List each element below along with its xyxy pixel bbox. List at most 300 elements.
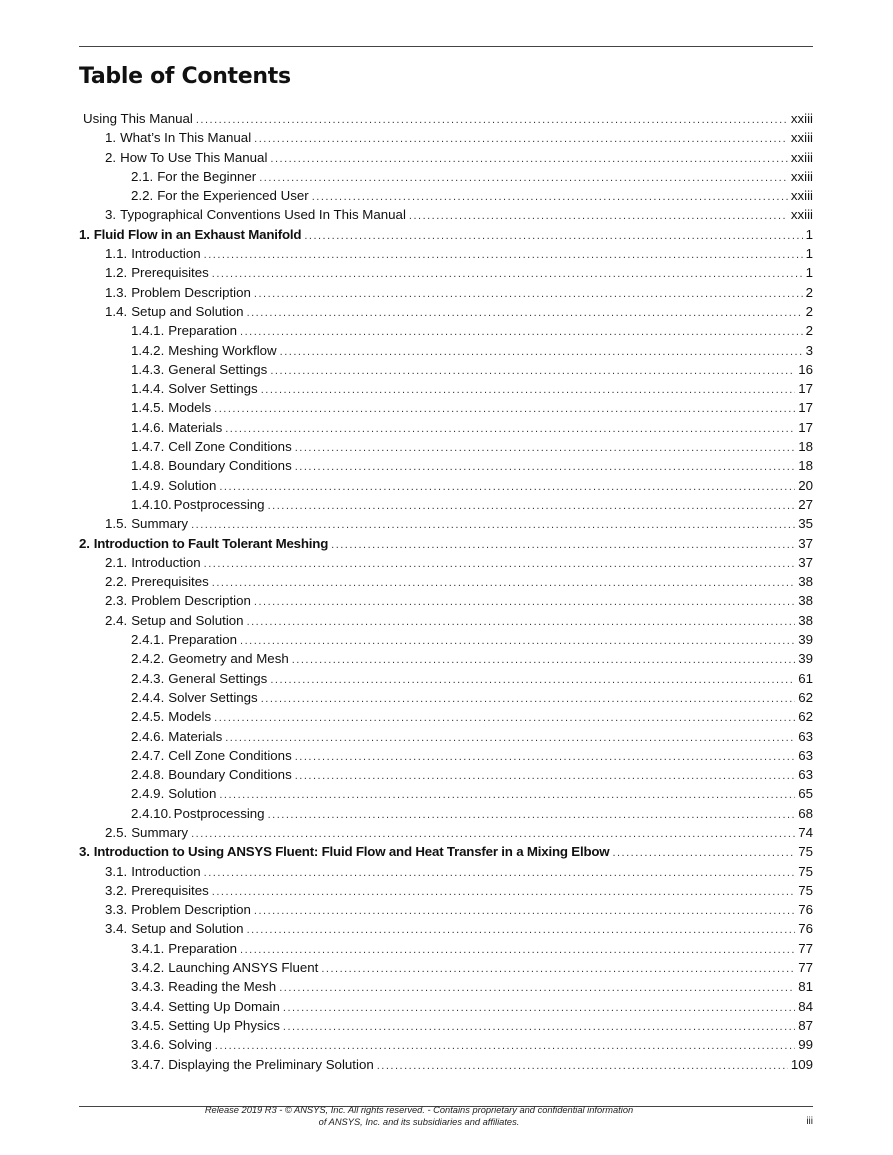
toc-entry-title: Typographical Conventions Used In This Manual [120,207,406,223]
toc-entry-title: Setting Up Physics [168,1017,280,1033]
dot-leader [270,150,787,169]
toc-entry-label[interactable] [131,1035,212,1054]
toc-entry-title: Prerequisites [131,574,209,590]
toc-entry[interactable] [79,109,813,128]
toc-entry[interactable] [79,341,813,360]
toc-entry-label[interactable] [131,398,211,417]
toc-entry-number: 1.4.1. [131,323,165,339]
toc-entry-label[interactable] [105,148,267,167]
toc-entry[interactable] [79,572,813,591]
toc-entry-label[interactable] [131,630,237,649]
toc-entry-title: Preparation [168,940,238,956]
dot-leader [204,555,796,574]
dot-leader [247,613,796,632]
toc-entry[interactable] [79,881,813,900]
toc-entry-title: Setting Up Domain [168,998,280,1014]
dot-leader [292,651,795,670]
dot-leader [270,671,795,690]
footer-copyright: Release 2019 R3 - © ANSYS, Inc. All rights reserved. - Contains proprietary and confidential information [204,1105,634,1115]
toc-entry-title: Using This Manual [83,111,193,126]
toc-entry-title: General Settings [168,670,268,686]
toc-entry-title: Materials [168,419,223,435]
toc-entry-number: 2.4.2. [131,651,165,667]
toc-entry[interactable] [79,398,813,417]
toc-entry-page[interactable]: 2 [805,303,813,319]
dot-leader [212,883,795,902]
toc-entry[interactable] [79,669,813,688]
dot-leader [254,902,795,921]
toc-entry-page[interactable]: xxiii [790,168,813,184]
dot-leader [377,1057,788,1076]
toc-entry-title: Introduction [131,246,201,262]
dot-leader [304,227,802,246]
dot-leader [214,709,795,728]
dot-leader [295,767,795,786]
toc-entry-label[interactable] [79,842,609,861]
toc-entry[interactable] [79,186,813,205]
toc-entry-number: 1.4.8. [131,458,165,474]
toc-entry-page[interactable]: 16 [798,361,813,377]
toc-entry[interactable] [79,707,813,726]
toc-entry[interactable] [79,630,813,649]
toc-entry[interactable] [79,495,813,514]
dot-leader [204,246,803,265]
toc-entry-page[interactable]: 87 [798,1017,813,1033]
toc-entry-title: Geometry and Mesh [168,651,289,667]
toc-entry[interactable] [79,939,813,958]
toc-entry-page[interactable]: 74 [798,824,813,840]
toc-entry-label[interactable] [131,341,277,360]
toc-entry-title: Solver Settings [168,381,258,397]
toc-entry[interactable] [79,128,813,147]
toc-entry-page[interactable]: 75 [798,882,813,898]
toc-entry-label[interactable] [105,862,201,881]
dot-leader [295,458,795,477]
toc-entry-number: 3.4.3. [131,979,165,995]
toc-entry-page[interactable]: 62 [798,709,813,725]
toc-entry-title: Summary [131,516,189,532]
toc-entry-number: 2.4. [105,612,128,628]
toc-entry-label[interactable] [79,109,193,128]
toc-entry-page[interactable]: 38 [798,612,813,628]
toc-entry-page[interactable]: 99 [798,1037,813,1053]
toc-entry-number: 3.4.1. [131,940,165,956]
dot-leader [240,323,803,342]
toc-entry[interactable] [79,437,813,456]
toc-entry[interactable] [79,804,813,823]
dot-leader [268,497,796,516]
toc-entry-number: 1.4.10. [131,496,172,512]
toc-entry-title: Summary [131,824,189,840]
toc-entry[interactable] [79,649,813,668]
toc-entry-page[interactable]: 61 [798,670,813,686]
toc-entry-title: Setup and Solution [131,921,244,937]
toc-entry-label[interactable] [79,534,328,553]
toc-entry[interactable] [79,167,813,186]
toc-entry-title: For the Experienced User [157,188,309,204]
toc-entry-page[interactable]: 37 [798,554,813,570]
toc-entry-page[interactable]: 75 [798,844,813,860]
toc-entry[interactable] [79,1016,813,1035]
toc-entry-page[interactable]: 63 [798,728,813,744]
toc-entry-page[interactable]: 1 [805,226,813,242]
toc-entry-label[interactable] [105,302,244,321]
dot-leader [409,207,788,226]
toc-entry-label[interactable] [131,765,292,784]
toc-entry-label[interactable] [105,881,209,900]
toc-entry-page[interactable]: xxiii [790,111,813,126]
toc-entry-label[interactable] [131,939,237,958]
toc-chapter-entry[interactable] [79,534,813,553]
dot-leader [270,362,795,381]
header-rule [79,46,813,47]
toc-entry-number: 2.4.5. [131,709,165,725]
toc-entry-label[interactable] [105,283,251,302]
toc-entry-title: What’s In This Manual [120,130,252,146]
toc-entry[interactable] [79,862,813,881]
dot-leader [225,420,795,439]
toc-entry[interactable] [79,688,813,707]
toc-entry-title: Postprocessing [173,496,265,512]
toc-entry-label[interactable] [131,1055,374,1074]
dot-leader [279,979,795,998]
toc-entry-label[interactable] [131,476,216,495]
dot-leader [259,169,788,188]
dot-leader [225,729,795,748]
toc-entry-label[interactable] [131,495,265,514]
toc-entry[interactable] [79,977,813,996]
toc-entry-number: 2.4.4. [131,689,165,705]
toc-entry-number: 2.4.9. [131,786,165,802]
toc-entry-page[interactable]: 35 [798,516,813,532]
toc-entry[interactable] [79,244,813,263]
toc-entry-page[interactable]: 2 [805,323,813,339]
toc-entry[interactable] [79,958,813,977]
toc-entry[interactable] [79,514,813,533]
toc-entry-label[interactable] [105,128,251,147]
toc-entry-label[interactable] [131,1016,280,1035]
toc-entry-label[interactable] [105,263,209,282]
toc-entry-title: Prerequisites [131,265,209,281]
dot-leader [612,844,795,863]
toc-entry[interactable] [79,784,813,803]
toc-entry-title: Cell Zone Conditions [168,439,292,455]
toc-entry[interactable] [79,379,813,398]
toc-entry-page[interactable]: 1 [805,246,813,262]
toc-entry-number: 2.5. [105,824,128,840]
toc-entry-number: 1.4.5. [131,400,165,416]
toc-entry-page[interactable]: 38 [798,593,813,609]
toc-entry-title: Introduction to Using ANSYS Fluent: Fluid Flow and Heat Transfer in a Mixing Elbow [93,844,610,860]
dot-leader [254,285,803,304]
toc-entry-label[interactable] [131,784,216,803]
toc-entry-label[interactable] [79,225,301,244]
toc-entry-page[interactable]: 17 [798,419,813,435]
toc-entry-page[interactable]: 65 [798,786,813,802]
toc-entry-page[interactable]: 17 [798,400,813,416]
toc-entry[interactable] [79,321,813,340]
toc-entry-page[interactable]: 63 [798,747,813,763]
toc-entry-number: 2. [79,535,90,551]
toc-entry[interactable] [79,263,813,282]
toc-entry-number: 1.4.4. [131,381,165,397]
toc-entry-label[interactable] [131,379,258,398]
toc-entry[interactable] [79,148,813,167]
toc-entry-label[interactable] [105,205,406,224]
toc-entry[interactable] [79,283,813,302]
toc-entry-title: Introduction to Fault Tolerant Meshing [93,535,329,551]
toc-entry-page[interactable]: 62 [798,689,813,705]
dot-leader [261,690,795,709]
dot-leader [196,111,788,130]
toc-entry[interactable] [79,727,813,746]
toc-entry-page[interactable]: 37 [798,535,813,551]
toc-entry-title: Materials [168,728,223,744]
toc-entry-number: 2.4.8. [131,767,165,783]
toc-entry-label[interactable] [131,418,222,437]
toc-entry-page[interactable]: 63 [798,767,813,783]
toc-entry-page[interactable]: 20 [798,477,813,493]
toc-entry[interactable] [79,997,813,1016]
dot-leader [247,304,803,323]
toc-entry-page[interactable]: 84 [798,998,813,1014]
toc-entry-number: 2. [105,149,117,165]
toc-entry-number: 2.4.6. [131,728,165,744]
toc-entry-label[interactable] [131,997,280,1016]
toc-entry-number: 3.4.7. [131,1056,165,1072]
toc-entry-number: 3.1. [105,863,128,879]
toc-entry-number: 3.2. [105,882,128,898]
toc-entry-page[interactable]: xxiii [790,188,813,204]
toc-entry[interactable] [79,746,813,765]
toc-entry-number: 1.4.7. [131,439,165,455]
dot-leader [212,265,803,284]
toc-entry-page[interactable]: 27 [798,496,813,512]
toc-entry[interactable] [79,1035,813,1054]
toc-entry-title: Introduction [131,863,201,879]
toc-entry-number: 2.1. [105,554,128,570]
toc-entry-number: 1.4. [105,303,128,319]
toc-entry-title: Preparation [168,323,238,339]
toc-entry-title: Solution [168,477,217,493]
toc-entry-page[interactable]: 17 [798,381,813,397]
dot-leader [204,864,796,883]
dot-leader [280,343,803,362]
toc-entry-number: 3.4. [105,921,128,937]
toc-entry-label[interactable] [131,958,318,977]
footer-affiliates: of ANSYS, Inc. and its subsidiaries and affiliates. [318,1117,520,1127]
dot-leader [321,960,795,979]
toc-entry[interactable] [79,919,813,938]
toc-entry-number: 3.4.4. [131,998,165,1014]
toc-entry-label[interactable] [105,244,201,263]
dot-leader [212,574,795,593]
toc-entry-label[interactable] [131,186,309,205]
toc-entry-number: 1.2. [105,265,128,281]
toc-entry-title: Prerequisites [131,882,209,898]
toc-entry-label[interactable] [131,669,267,688]
toc-entry-label[interactable] [131,977,276,996]
toc-entry-page[interactable]: 75 [798,863,813,879]
toc-entry-number: 1.4.9. [131,477,165,493]
toc-entry[interactable] [79,823,813,842]
toc-entry[interactable] [79,302,813,321]
dot-leader [261,381,795,400]
toc-entry-title: Problem Description [131,593,251,609]
dot-leader [283,999,795,1018]
toc-entry[interactable] [79,476,813,495]
toc-entry-label[interactable] [105,919,244,938]
toc-entry-number: 2.2. [131,188,154,204]
toc-entry-page[interactable]: 81 [798,979,813,995]
toc-entry-title: Models [168,709,212,725]
toc-entry-label[interactable] [131,746,292,765]
toc-entry-title: For the Beginner [157,168,257,184]
toc-entry-title: Problem Description [131,902,251,918]
toc-entry-number: 2.4.3. [131,670,165,686]
toc-entry-page[interactable]: 18 [798,439,813,455]
toc-entry-title: Setup and Solution [131,612,244,628]
toc-entry-label[interactable] [105,591,251,610]
dot-leader [283,1018,795,1037]
toc-entry-title: Introduction [131,554,201,570]
toc-entry-title: Preparation [168,632,238,648]
dot-leader [295,748,795,767]
toc-entry-title: Models [168,400,212,416]
dot-leader [247,921,796,940]
page-title: Table of Contents [79,64,291,89]
toc-entry-number: 2.4.1. [131,632,165,648]
toc-entry-label[interactable] [131,649,289,668]
toc-entry-page[interactable]: xxiii [790,130,813,146]
toc-entry[interactable] [79,591,813,610]
toc-entry-label[interactable] [131,804,265,823]
toc-entry-number: 3.4.2. [131,960,165,976]
toc-entry-title: Boundary Conditions [168,767,292,783]
toc-entry[interactable] [79,553,813,572]
toc-entry-page[interactable]: 2 [805,284,813,300]
toc-entry-number: 3.4.6. [131,1037,165,1053]
toc-entry-number: 1.4.6. [131,419,165,435]
toc-entry-page[interactable]: 76 [798,921,813,937]
page-number: iii [806,1116,813,1127]
dot-leader [268,806,796,825]
dot-leader [240,632,795,651]
toc-list [79,109,813,1074]
toc-entry-label[interactable] [131,360,267,379]
toc-chapter-entry[interactable] [79,225,813,244]
dot-leader [240,941,795,960]
toc-entry-title: Solver Settings [168,689,258,705]
toc-entry[interactable] [79,900,813,919]
toc-entry-label[interactable] [131,707,211,726]
toc-entry-title: Problem Description [131,284,251,300]
toc-entry-label[interactable] [105,900,251,919]
dot-leader [295,439,795,458]
toc-entry-label[interactable] [105,572,209,591]
toc-entry-number: 2.1. [131,168,154,184]
toc-entry-title: Displaying the Preliminary Solution [168,1056,374,1072]
toc-entry-title: Cell Zone Conditions [168,747,292,763]
toc-entry-page[interactable]: xxiii [790,149,813,165]
dot-leader [331,536,795,555]
toc-entry-page[interactable]: 1 [805,265,813,281]
toc-entry-number: 2.3. [105,593,128,609]
toc-entry-label[interactable] [131,688,258,707]
toc-entry-page[interactable]: 38 [798,574,813,590]
toc-entry[interactable] [79,205,813,224]
toc-entry-number: 3.3. [105,902,128,918]
toc-entry-label[interactable] [105,514,188,533]
toc-chapter-entry[interactable] [79,842,813,861]
toc-entry-label[interactable] [131,167,256,186]
toc-entry-number: 3.4.5. [131,1017,165,1033]
toc-entry-number: 1.1. [105,246,128,262]
dot-leader [254,593,795,612]
toc-entry-page[interactable]: 68 [798,805,813,821]
toc-entry-title: Fluid Flow in an Exhaust Manifold [93,226,302,242]
toc-entry-label[interactable] [105,823,188,842]
toc-entry-title: Meshing Workflow [168,342,277,358]
dot-leader [214,400,795,419]
toc-entry-page[interactable]: 77 [798,940,813,956]
toc-entry[interactable] [79,360,813,379]
toc-entry-page[interactable]: xxiii [790,207,813,223]
toc-entry-title: General Settings [168,361,268,377]
toc-entry-label[interactable] [131,727,222,746]
toc-entry-title: Solution [168,786,217,802]
toc-entry-title: How To Use This Manual [120,149,268,165]
toc-entry-title: Solving [168,1037,212,1053]
toc-entry-number: 1.5. [105,516,128,532]
toc-entry-page[interactable]: 77 [798,960,813,976]
toc-entry-number: 2.2. [105,574,128,590]
dot-leader [254,130,788,149]
dot-leader [219,478,795,497]
toc-entry-title: Reading the Mesh [168,979,277,995]
dot-leader [219,786,795,805]
toc-entry-number: 3. [105,207,117,223]
toc-entry-page[interactable]: 39 [798,651,813,667]
toc-entry-title: Postprocessing [173,805,265,821]
toc-entry-page[interactable]: 18 [798,458,813,474]
toc-entry-page[interactable]: 3 [805,342,813,358]
toc-entry[interactable] [79,418,813,437]
toc-entry-page[interactable]: 39 [798,632,813,648]
toc-entry[interactable] [79,611,813,630]
toc-entry[interactable] [79,765,813,784]
toc-entry-number: 1. [79,226,90,242]
toc-entry-number: 1.4.3. [131,361,165,377]
toc-entry-number: 2.4.10. [131,805,172,821]
toc-entry[interactable] [79,456,813,475]
toc-entry-number: 3. [79,844,90,860]
toc-entry-label[interactable] [105,553,201,572]
toc-entry-label[interactable] [131,321,237,340]
toc-entry-number: 1.4.2. [131,342,165,358]
toc-entry-page[interactable]: 109 [790,1056,813,1072]
toc-entry-number: 1.3. [105,284,128,300]
toc-entry-title: Boundary Conditions [168,458,292,474]
toc-entry-page[interactable]: 76 [798,902,813,918]
toc-entry-number: 1. [105,130,117,146]
toc-entry-label[interactable] [105,611,244,630]
toc-entry-title: Launching ANSYS Fluent [168,960,319,976]
toc-entry-number: 2.4.7. [131,747,165,763]
toc-entry[interactable] [79,1055,813,1074]
toc-entry-label[interactable] [131,456,292,475]
toc-entry-label[interactable] [131,437,292,456]
